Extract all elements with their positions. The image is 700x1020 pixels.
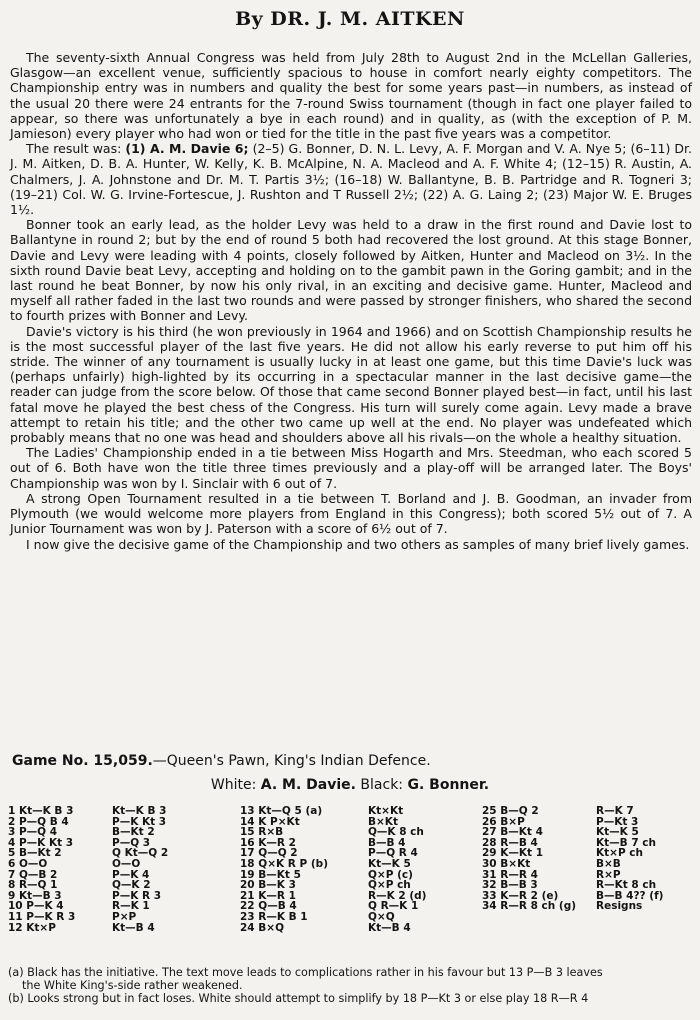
- white-move: 19 B—Kt 5: [240, 868, 301, 881]
- paragraph-round-summary: Bonner took an early lead, as the holder Levy was held to a draw in the first round and Davie lost to Ballantyne in round 2; but by the end of round 5 both had recovered the lost ground. At this stage Bonner, Davie and Levy were leading with 4 points, closely followed by Aitken, Hunter and Macleod on 3½. In the sixth round Davie beat Levy, accepting and holding on to the gambit pawn in the Goring gambit; and in the last round he beat Bonner, by now his only rival, in an exciting and decisive game. Hunter, Macleod and myself all rather faded in the last two rounds and were passed by stronger finishers, who shared the second to fourth prizes with Bonner and Levy.: [10, 217, 692, 324]
- black-move: B×B: [596, 857, 621, 870]
- white-move: 24 B×Q: [240, 921, 284, 934]
- white-move: 27 B—Kt 4: [482, 826, 543, 839]
- byline: By DR. J. M. AITKEN: [235, 8, 465, 30]
- white-move: 34 R—R 8 ch (g): [482, 900, 577, 913]
- black-move: Q×P ch: [368, 879, 411, 892]
- black-move: Kt×P ch: [596, 847, 644, 860]
- black-move: Q×Q: [368, 910, 395, 923]
- game-players: [0, 776, 700, 794]
- black-move: Kt—B 4: [112, 921, 155, 934]
- black-move: B—B 4?? (f): [596, 889, 664, 902]
- white-move: 1 Kt—K B 3: [8, 805, 74, 817]
- black-move: R—Kt 8 ch: [596, 879, 657, 892]
- black-move: B×Kt: [368, 815, 398, 828]
- black-label: Black:: [360, 777, 404, 793]
- white-move: 18 Q×K R P (b): [240, 857, 328, 870]
- note-line: (b) Looks strong but in fact loses. White should attempt to simplify by 18 P—Kt 3 or else play 18 R—R 4: [8, 992, 589, 1005]
- white-move: 8 R—Q 1: [8, 879, 58, 892]
- white-move: 31 R—R 4: [482, 868, 538, 881]
- white-move: 28 R—B 4: [482, 836, 538, 849]
- white-move: 23 R—K B 1: [240, 910, 308, 923]
- white-move: 7 Q—B 2: [8, 868, 58, 881]
- game-opening: —Queen's Pawn, King's Indian Defence.: [152, 753, 431, 769]
- white-move: 5 B—Kt 2: [8, 847, 62, 860]
- black-move: Kt—K 5: [596, 826, 639, 839]
- white-move: 12 Kt×P: [8, 921, 56, 934]
- black-move: O—O: [112, 857, 141, 870]
- white-move: 3 P—Q 4: [8, 826, 58, 839]
- white-move: 25 B—Q 2: [482, 805, 539, 817]
- black-move: Kt×Kt: [368, 805, 404, 817]
- white-move: 26 B×P: [482, 815, 525, 828]
- black-move: Q×P (c): [368, 868, 413, 881]
- black-move: Kt—K B 3: [112, 805, 167, 817]
- white-move: 20 B—K 3: [240, 879, 296, 892]
- black-move: Q—K 8 ch: [368, 826, 424, 839]
- note-line: (a) Black has the initiative. The text move leads to complications rather in his favour but 13 P—B 3 leaves: [8, 966, 603, 979]
- article-body: [10, 50, 692, 552]
- black-move: Resigns: [596, 900, 643, 913]
- black-move: P—K R 3: [112, 889, 162, 902]
- black-move: Q Kt—Q 2: [112, 847, 169, 860]
- result-standings: (2–5) G. Bonner, D. N. L. Levy, A. F. Morgan and V. A. Nye 5; (6–11) Dr. J. M. Aitken, D. B. A. Hunter, W. Kelly, K. B. McAlpine, N. A. Macleod and A. F. White 4; (12–15) R. Austin, A. Chalmers, J. A. Johnstone and Dr. M. T. Partis 3½; (16–18) W. Ballantyne, B. B. Partridge and R. Togneri 3; (19–21) Col. W. G. Irvine-Fortescue, J. Rushton and T Russell 2½; (22) A. G. Laing 2; (23) Major W. E. Bruges 1½.: [10, 141, 692, 218]
- white-move: 10 P—K 4: [8, 900, 64, 913]
- white-move: 13 Kt—Q 5 (a): [240, 805, 323, 817]
- white-move: 15 R×B: [240, 826, 284, 839]
- paragraph-intro: The seventy-sixth Annual Congress was held from July 28th to August 2nd in the McLellan Galleries, Glasgow—an excellent venue, sufficiently spacious to house in comfort nearly eighty competitors. The Championship entry was in numbers and quality the best for some years past—in numbers, as instead of the usual 20 there were 24 entrants for the 7-round Swiss tournament (though in fact one player failed to appear, so there was unfortunately a bye in each round) and in quality, as (with the exception of P. M. Jamieson) every player who had won or tied for the title in the past five years was a competitor.: [10, 50, 692, 142]
- game-notes: [8, 966, 698, 1005]
- paragraph-result: [10, 141, 692, 217]
- black-player: G. Bonner.: [407, 777, 490, 793]
- black-move: P—Q R 4: [368, 847, 418, 860]
- black-move: Q R—K 1: [368, 900, 419, 913]
- white-move: 11 P—K R 3: [8, 910, 76, 923]
- result-lead: The result was:: [26, 141, 122, 157]
- black-move: P—K 4: [112, 868, 150, 881]
- black-move: B—B 4: [368, 836, 406, 849]
- black-move: P—Q 3: [112, 836, 151, 849]
- result-winner: (1) A. M. Davie 6;: [125, 141, 249, 157]
- black-move: R×P: [596, 868, 621, 881]
- white-move: 29 K—Kt 1: [482, 847, 544, 860]
- game-heading: [12, 752, 692, 770]
- white-move: 9 Kt—B 3: [8, 889, 62, 902]
- white-move: 17 Q—Q 2: [240, 847, 298, 860]
- black-move: P×P: [112, 910, 137, 923]
- black-move: Q—K 2: [112, 879, 151, 892]
- black-move: Kt—B 7 ch: [596, 836, 656, 849]
- black-move: P—K Kt 3: [112, 815, 167, 828]
- white-move: 16 K—R 2: [240, 836, 296, 849]
- note-line: the White King's-side rather weakened.: [22, 979, 243, 992]
- black-move: P—Kt 3: [596, 815, 639, 828]
- white-player: A. M. Davie.: [260, 777, 356, 793]
- paragraph-ladies-championship: The Ladies' Championship ended in a tie between Miss Hogarth and Mrs. Steedman, who each scored 5 out of 6. Both have won the title three times previously and a play-off will be arranged later. The Boys' Championship was won by I. Sinclair with 6 out of 7.: [10, 445, 692, 491]
- white-move: 30 B×Kt: [482, 857, 531, 870]
- white-move: 4 P—K Kt 3: [8, 836, 74, 849]
- black-move: Kt—B 4: [368, 921, 411, 934]
- black-move: B—Kt 2: [112, 826, 155, 839]
- white-move: 6 O—O: [8, 857, 48, 870]
- white-move: 22 Q—B 4: [240, 900, 297, 913]
- white-move: 33 K—R 2 (e): [482, 889, 559, 902]
- black-move: R—K 2 (d): [368, 889, 427, 902]
- paragraph-davie-victory: Davie's victory is his third (he won previously in 1964 and 1966) and on Scottish Championship results he is the most successful player of the last five years. He did not allow his early reverse to put him off his stride. The winner of any tournament is usually lucky in at least one game, but this time Davie's luck was (perhaps unfairly) high-lighted by its occurring in a spectacular manner in the last decisive game—the reader can judge from the score below. Of those that came second Bonner played best—in fact, until his last fatal move he played the best chess of the Congress. His turn will surely come again. Levy made a brave attempt to retain his title; and the other two came up well at the end. No player was undefeated which probably means that no one was head and shoulders above all his rivals—on the whole a healthy situation.: [10, 323, 692, 446]
- black-move: Kt—K 5: [368, 857, 411, 870]
- black-move: R—K 7: [596, 805, 634, 817]
- paragraph-game-intro: I now give the decisive game of the Championship and two others as samples of many brief lively games.: [26, 536, 690, 552]
- game-number: Game No. 15,059.: [12, 753, 153, 769]
- white-move: 21 K—R 1: [240, 889, 296, 902]
- white-move: 32 B—B 3: [482, 879, 538, 892]
- white-label: White:: [210, 777, 257, 793]
- black-move: R—K 1: [112, 900, 150, 913]
- white-move: 2 P—Q B 4: [8, 815, 69, 828]
- white-move: 14 K P×Kt: [240, 815, 300, 828]
- paragraph-open-tournament: A strong Open Tournament resulted in a tie between T. Borland and J. B. Goodman, an invader from Plymouth (we would welcome more players from England in this Congress); both scored 5½ out of 7. A Junior Tournament was won by J. Paterson with a score of 6½ out of 7.: [10, 490, 692, 537]
